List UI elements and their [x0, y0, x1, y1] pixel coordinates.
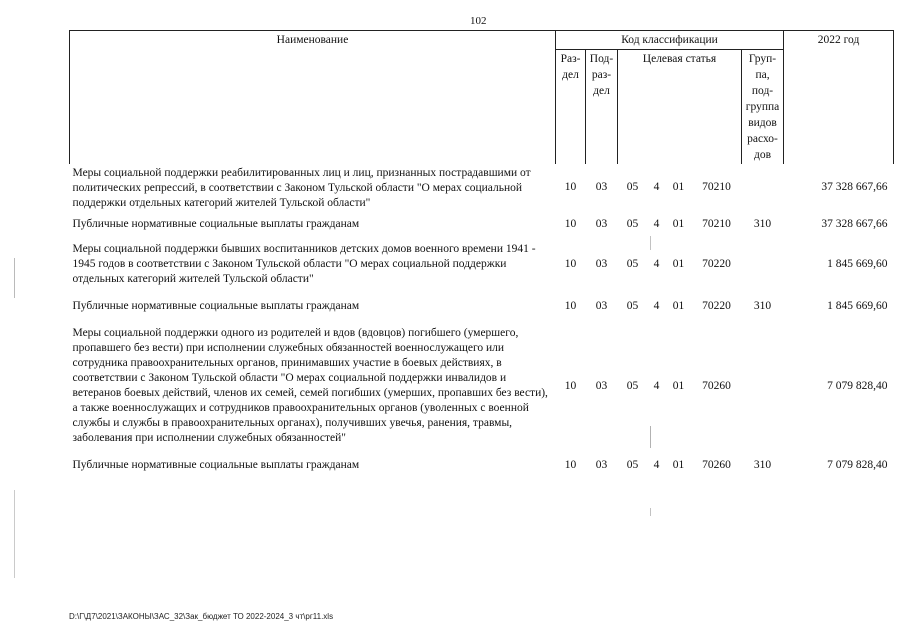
row-subsection: 03 — [595, 300, 608, 312]
row-article-type: 4 — [653, 181, 660, 193]
scan-mark — [14, 258, 15, 298]
row-article-direction: 70260 — [702, 379, 731, 392]
header-subsection: Под- раз- дел — [586, 50, 618, 165]
row-article-program: 05 — [626, 300, 639, 312]
row-subsection: 03 — [595, 379, 608, 392]
row-section: 10 — [564, 379, 577, 392]
row-article-subprogram: 01 — [672, 218, 685, 230]
row-article-type: 4 — [653, 300, 660, 312]
row-section: 10 — [564, 300, 577, 312]
row-expense-group — [742, 326, 784, 446]
row-article-program: 05 — [626, 181, 639, 193]
row-subsection: 03 — [595, 218, 608, 230]
header-year: 2022 год — [784, 31, 894, 165]
row-name: Меры социальной поддержки одного из родителей и вдов (вдовцов) погибшего (умершего, пропавшего без вести) при исполнении служебных обязанностей военнослужащего или сотрудника правоохранительных органов, принимавших участие в боевых действиях, в соответствии с Законом Тульской области "О мерах социальной поддержки инвалидов и ветеранов боевых действий, членов их семей, семей погибших (умерших, пропавших без вести), а также военнослужащих и сотрудников правоохранительных органов (уволенных с военной службы и службы в правоохранительных органах), получивших увечья, ранения, травмы, заболевания при исполнении служебных обязанностей" — [72, 327, 548, 444]
row-article-program: 05 — [626, 258, 639, 270]
row-amount: 37 328 667,66 — [821, 218, 888, 230]
table-row — [70, 458, 894, 473]
header-expense-group: Груп- па, под- группа видов расхо- дов — [742, 50, 784, 165]
row-amount: 7 079 828,40 — [827, 459, 888, 471]
row-article-program: 05 — [626, 218, 639, 230]
row-article-direction: 70260 — [702, 459, 731, 471]
row-article-type: 4 — [653, 459, 660, 471]
row-amount: 7 079 828,40 — [827, 379, 888, 392]
scan-mark — [650, 508, 651, 516]
page-number: 102 — [470, 15, 487, 27]
row-expense-group — [742, 164, 784, 211]
row-amount: 37 328 667,66 — [821, 181, 888, 193]
row-article-direction: 70210 — [702, 218, 731, 230]
scan-mark — [650, 426, 651, 448]
row-section: 10 — [564, 181, 577, 193]
row-name: Публичные нормативные социальные выплаты гражданам — [72, 300, 360, 312]
header-name: Наименование — [70, 31, 556, 165]
row-expense-group: 310 — [753, 218, 772, 230]
row-article-program: 05 — [626, 459, 639, 471]
row-article-subprogram: 01 — [672, 459, 685, 471]
table-row — [70, 299, 894, 314]
table-row — [70, 242, 894, 287]
row-article-type: 4 — [653, 258, 660, 270]
row-section: 10 — [564, 218, 577, 230]
header-section: Раз- дел — [556, 50, 586, 165]
row-name: Меры социальной поддержки реабилитированных лиц и лиц, признанных пострадавшими от политических репрессий, в соответствии с Законом Тульской области "О мерах социальной поддержки отдельных категорий жителей Тульской области" — [72, 167, 531, 209]
row-article-direction: 70210 — [702, 181, 731, 193]
scan-mark — [650, 236, 651, 250]
row-article-subprogram: 01 — [672, 258, 685, 270]
header-classification: Код классификации — [556, 31, 784, 50]
row-expense-group — [742, 242, 784, 287]
table-row — [70, 326, 894, 446]
row-expense-group: 310 — [753, 300, 772, 312]
row-article-program: 05 — [626, 379, 639, 392]
row-section: 10 — [564, 258, 577, 270]
row-article-direction: 70220 — [702, 300, 731, 312]
row-subsection: 03 — [595, 258, 608, 270]
row-article-subprogram: 01 — [672, 300, 685, 312]
row-subsection: 03 — [595, 459, 608, 471]
budget-table — [69, 30, 894, 473]
row-article-type: 4 — [653, 218, 660, 230]
file-path: D:\Г\Д7\2021\ЗАКОНЫ\ЗАС_32\Зак_бюджет ТО 2022-2024_3 чт\рг11.xls — [69, 612, 334, 621]
scan-mark — [14, 490, 15, 578]
row-expense-group: 310 — [753, 459, 772, 471]
row-name: Меры социальной поддержки бывших воспитанников детских домов военного времени 1941 - 1945 годов в соответствии с Законом Тульской области "О мерах социальной поддержки отдельных категорий жителей Тульской области" — [72, 243, 536, 285]
header-target-article: Целевая статья — [618, 50, 742, 165]
row-article-type: 4 — [653, 379, 660, 392]
table-row — [70, 217, 894, 232]
row-article-subprogram: 01 — [672, 379, 685, 392]
row-article-direction: 70220 — [702, 258, 731, 270]
row-section: 10 — [564, 459, 577, 471]
row-amount: 1 845 669,60 — [827, 300, 888, 312]
row-name: Публичные нормативные социальные выплаты гражданам — [72, 459, 360, 471]
row-amount: 1 845 669,60 — [827, 258, 888, 270]
row-subsection: 03 — [595, 181, 608, 193]
row-name: Публичные нормативные социальные выплаты гражданам — [72, 218, 360, 230]
table-row — [70, 164, 894, 211]
row-article-subprogram: 01 — [672, 181, 685, 193]
